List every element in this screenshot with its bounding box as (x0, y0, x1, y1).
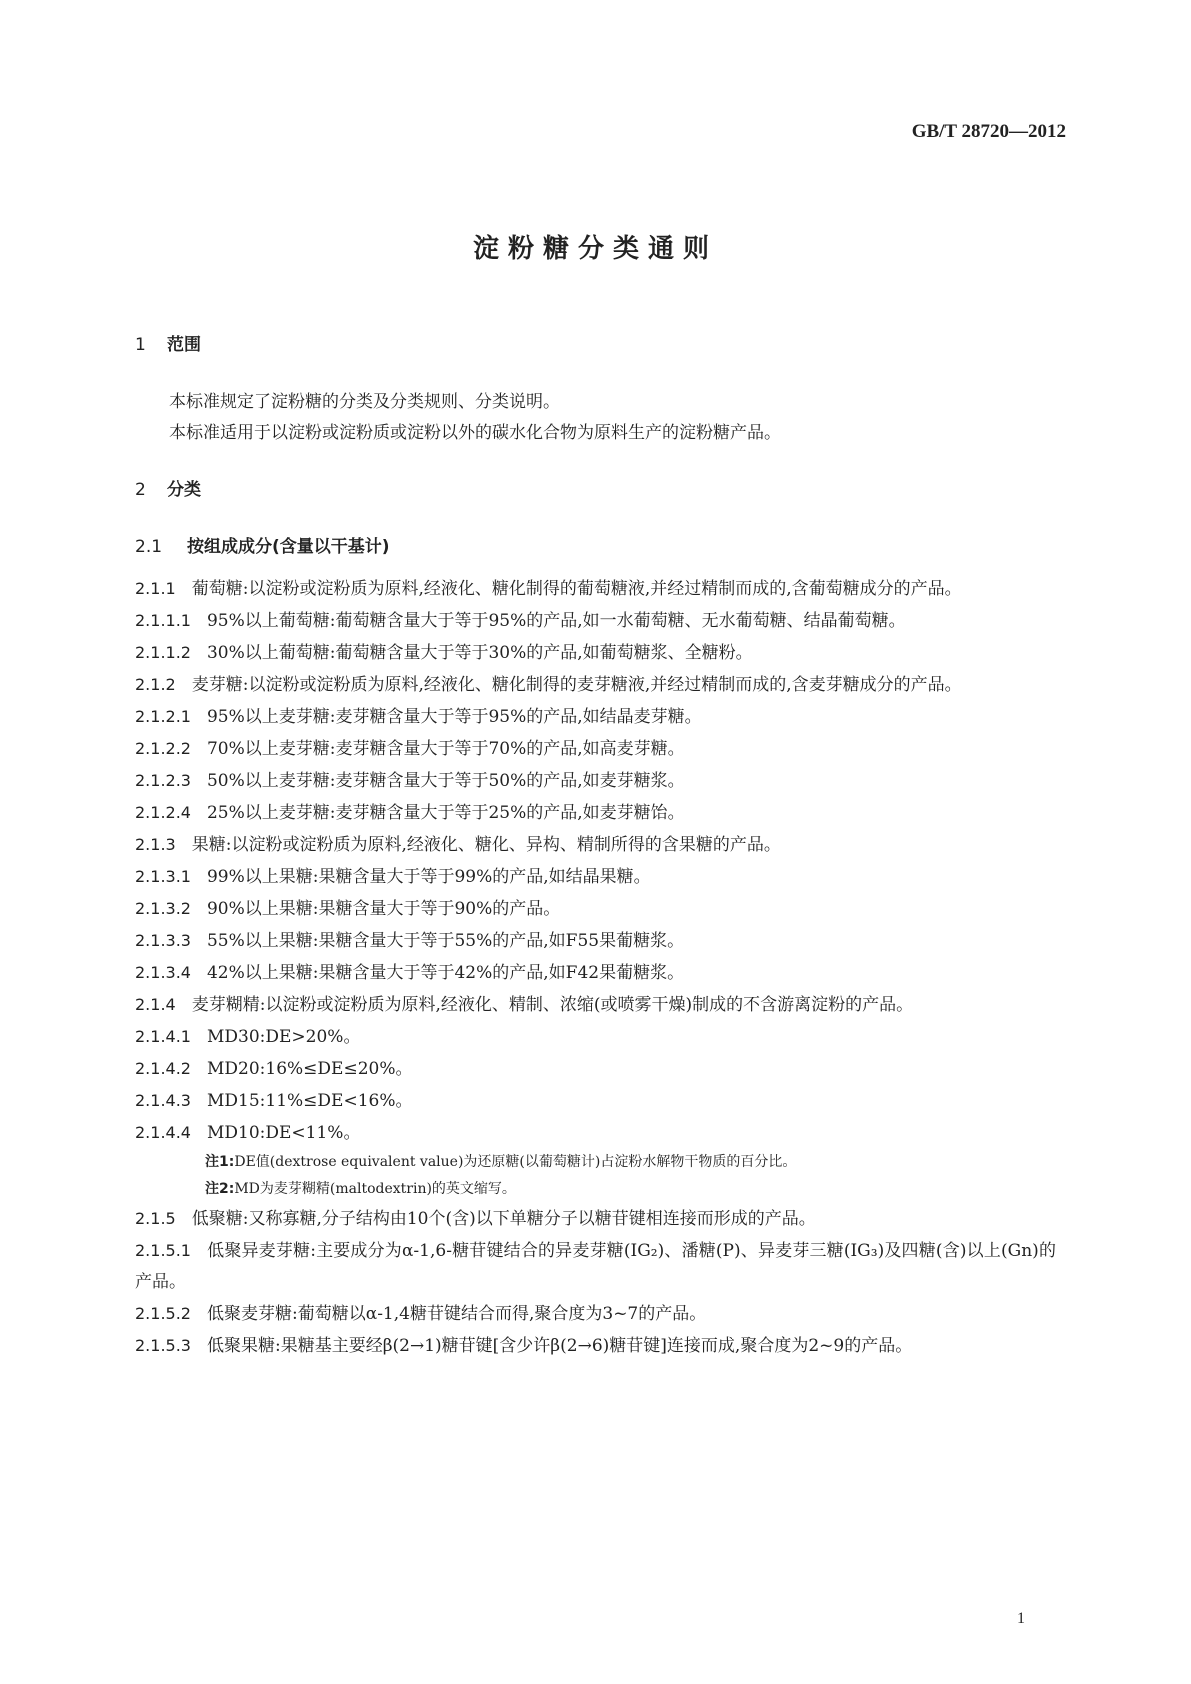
clause-text: 麦芽糖:以淀粉或淀粉质为原料,经液化、糖化制得的麦芽糖液,并经过精制而成的,含麦芽糖成分的产品。 (191, 675, 962, 695)
clause-text: MD15:11%≤DE<16%。 (206, 1091, 413, 1111)
clause-item (135, 701, 1056, 733)
clause-text: 95%以上麦芽糖:麦芽糖含量大于等于95%的产品,如结晶麦芽糖。 (206, 707, 702, 727)
clause-number: 2.1.1.2 (135, 643, 191, 662)
clause-item (135, 1298, 1056, 1330)
page-number: 1 (1017, 1610, 1025, 1627)
standard-number: GB/T 28720—2012 (911, 121, 1066, 142)
clause-item (135, 1235, 1056, 1298)
clause-text: 麦芽糊精:以淀粉或淀粉质为原料,经液化、精制、浓缩(或喷雾干燥)制成的不含游离淀粉的产品。 (191, 995, 914, 1015)
clause-text: 30%以上葡萄糖:葡萄糖含量大于等于30%的产品,如葡萄糖浆、全糖粉。 (206, 643, 753, 663)
clause-item (135, 1330, 1056, 1362)
clause-text: 低聚果糖:果糖基主要经β(2→1)糖苷键[含少许β(2→6)糖苷键]连接而成,聚合度为2~9的产品。 (206, 1336, 913, 1356)
clause-item (135, 1053, 1056, 1085)
clause-text: 葡萄糖:以淀粉或淀粉质为原料,经液化、糖化制得的葡萄糖液,并经过精制而成的,含葡萄糖成分的产品。 (191, 579, 962, 599)
clause-item (135, 797, 1056, 829)
clause-number: 2.1.2.3 (135, 771, 191, 790)
clause-text: MD10:DE<11%。 (206, 1123, 361, 1143)
document-title: 淀粉糖分类通则 (472, 234, 718, 264)
section-heading-scope (135, 330, 1056, 361)
clause-item (135, 765, 1056, 797)
section-heading-classification (135, 475, 1056, 506)
note-item (135, 1149, 1056, 1176)
clause-text: 低聚麦芽糖:葡萄糖以α-1,4糖苷键结合而得,聚合度为3~7的产品。 (206, 1304, 707, 1324)
clause-text: MD30:DE>20%。 (206, 1027, 361, 1047)
note-label: 注2: (205, 1181, 235, 1197)
clause-number: 2.1.3.1 (135, 867, 191, 886)
clause-number: 2.1.4.2 (135, 1059, 191, 1078)
clause-text: 果糖:以淀粉或淀粉质为原料,经液化、糖化、异构、精制所得的含果糖的产品。 (191, 835, 781, 855)
note-item (135, 1176, 1056, 1203)
clause-item (135, 957, 1056, 989)
clause-text: 90%以上果糖:果糖含量大于等于90%的产品。 (206, 899, 561, 919)
clause-number: 2.1.3.2 (135, 899, 191, 918)
clause-list (135, 573, 1056, 1149)
clause-number: 2.1.2.2 (135, 739, 191, 758)
clause-number: 2.1.2.4 (135, 803, 191, 822)
clause-item (135, 1085, 1056, 1117)
clause-number: 2.1.1 (135, 579, 176, 598)
clause-item (135, 733, 1056, 765)
clause-item (135, 1117, 1056, 1149)
clause-text: 95%以上葡萄糖:葡萄糖含量大于等于95%的产品,如一水葡萄糖、无水葡萄糖、结晶葡萄糖。 (206, 611, 906, 631)
clause-number: 2.1.5.1 (135, 1241, 191, 1260)
clause-item (135, 1021, 1056, 1053)
clause-text: 70%以上麦芽糖:麦芽糖含量大于等于70%的产品,如高麦芽糖。 (206, 739, 685, 759)
clause-item (135, 829, 1056, 861)
scope-paragraph: 本标准适用于以淀粉或淀粉质或淀粉以外的碳水化合物为原料生产的淀粉糖产品。 (169, 423, 781, 443)
clause-number: 2.1.5.2 (135, 1304, 191, 1323)
clause-list (135, 1203, 1056, 1362)
note-label: 注1: (205, 1154, 235, 1170)
clause-number: 2.1.3.4 (135, 963, 191, 982)
clause-text: 低聚糖:又称寡糖,分子结构由10个(含)以下单糖分子以糖苷键相连接而形成的产品。 (191, 1209, 816, 1229)
clause-text: 50%以上麦芽糖:麦芽糖含量大于等于50%的产品,如麦芽糖浆。 (206, 771, 685, 791)
clause-number: 2.1.4.3 (135, 1091, 191, 1110)
clause-text: 55%以上果糖:果糖含量大于等于55%的产品,如F55果葡糖浆。 (206, 931, 685, 951)
clause-number: 2.1.4 (135, 995, 176, 1014)
clause-number: 2.1.5 (135, 1209, 176, 1228)
clause-number: 2.1.4.4 (135, 1123, 191, 1142)
clause-item (135, 925, 1056, 957)
clause-item (135, 1203, 1056, 1235)
subsection-number: 2.1 (135, 537, 163, 557)
clause-number: 2.1.4.1 (135, 1027, 191, 1046)
clause-text: 99%以上果糖:果糖含量大于等于99%的产品,如结晶果糖。 (206, 867, 651, 887)
subsection-heading (135, 532, 1056, 563)
note-text: DE值(dextrose equivalent value)为还原糖(以葡萄糖计)占淀粉水解物干物质的百分比。 (234, 1154, 797, 1170)
section-number: 2 (135, 480, 146, 500)
clause-text: 25%以上麦芽糖:麦芽糖含量大于等于25%的产品,如麦芽糖饴。 (206, 803, 685, 823)
clause-text: 低聚异麦芽糖:主要成分为α-1,6-糖苷键结合的异麦芽糖(IG₂)、潘糖(P)、异麦芽三糖(IG₃)及四糖(含)以上(Gn)的产品。 (135, 1241, 1056, 1292)
document-body (135, 330, 1056, 1362)
section-title: 范围 (167, 335, 201, 355)
section-title: 分类 (167, 480, 201, 500)
clause-number: 2.1.2 (135, 675, 176, 694)
subsection-title: 按组成成分(含量以干基计) (187, 537, 390, 557)
clause-number: 2.1.5.3 (135, 1336, 191, 1355)
note-list (135, 1149, 1056, 1203)
clause-item (135, 669, 1056, 701)
clause-item (135, 893, 1056, 925)
clause-item (135, 861, 1056, 893)
clause-item (135, 989, 1056, 1021)
scope-paragraph: 本标准规定了淀粉糖的分类及分类规则、分类说明。 (169, 392, 560, 412)
clause-item (135, 637, 1056, 669)
clause-number: 2.1.3.3 (135, 931, 191, 950)
clause-number: 2.1.1.1 (135, 611, 191, 630)
section-number: 1 (135, 335, 146, 355)
clause-item (135, 573, 1056, 605)
note-text: MD为麦芽糊精(maltodextrin)的英文缩写。 (234, 1181, 516, 1197)
clause-item (135, 605, 1056, 637)
clause-text: MD20:16%≤DE≤20%。 (206, 1059, 413, 1079)
clause-number: 2.1.2.1 (135, 707, 191, 726)
clause-number: 2.1.3 (135, 835, 176, 854)
clause-text: 42%以上果糖:果糖含量大于等于42%的产品,如F42果葡糖浆。 (206, 963, 685, 983)
